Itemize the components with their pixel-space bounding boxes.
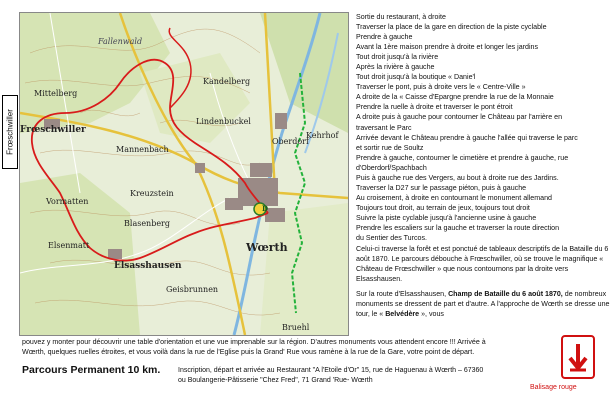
place-fallenwald: Fallenwald bbox=[98, 37, 143, 46]
place-kendelberg: Kandelberg bbox=[203, 77, 251, 86]
desc-text: », vous bbox=[419, 310, 444, 319]
place-bruehl: Bruehl bbox=[282, 323, 310, 332]
route-step: Après la rivière à gauche bbox=[356, 63, 435, 72]
town-elsasshausen: Elsasshausen bbox=[114, 261, 182, 271]
route-step: Prendre les escaliers sur la gauche et traverser la route direction bbox=[356, 223, 560, 232]
place-geisbrunnen: Geisbrunnen bbox=[166, 285, 219, 294]
info-line: ou Boulangerie-Pâtisserie "Chez Fred", 71 Grand 'Rue- Wœrth bbox=[178, 377, 373, 384]
side-label-froeschwiller bbox=[2, 95, 18, 169]
route-step: Sortie du restaurant, à droite bbox=[356, 13, 446, 21]
desc-text: Sur la route d'Elsasshausen, bbox=[356, 290, 449, 299]
route-step: d'Oberdorf/Spachbach bbox=[356, 163, 427, 172]
route-step: Tout droit jusqu'à la rivière bbox=[356, 53, 439, 62]
route-step: Suivre la piste cyclable jusqu'à l'ancienne usine à gauche bbox=[356, 213, 537, 222]
place-kehrhof: Kehrhof bbox=[306, 131, 339, 140]
side-label-text: Frœschwiller bbox=[5, 109, 15, 155]
place-vormatten: Vormatten bbox=[46, 197, 89, 206]
place-mannenbach: Mannenbach bbox=[116, 145, 169, 154]
route-step: Puis à gauche rue des Vergers, au bout à droite rue des Jardins. bbox=[356, 173, 559, 182]
continuation-line: pouvez y monter pour découvrir une table d'orientation et une vue imprenable sur la région. D'autres monuments vous attendent encore !!! Arrivée à bbox=[22, 338, 486, 346]
place-mittelberg: Mittelberg bbox=[34, 89, 78, 98]
place-blasenberg: Blasenberg bbox=[124, 219, 170, 228]
forest-area bbox=[260, 203, 348, 335]
place-elsenmatt: Elsenmatt bbox=[48, 241, 90, 250]
route-step: Prendre à gauche, contourner le cimetière et prendre à gauche, rue bbox=[356, 153, 569, 162]
route-step: Prendre la ruelle à droite et traverser le pont étroit bbox=[356, 103, 513, 112]
route-step: et sortir rue de Soultz bbox=[356, 143, 424, 152]
balisage-label: Balisage rouge bbox=[530, 384, 577, 391]
route-step: Tout droit jusqu'à la boutique « Danie'l bbox=[356, 73, 476, 82]
route-step: Traverser la D27 sur le passage piéton, puis à gauche bbox=[356, 183, 527, 192]
route-step: Toujours tout droit, au terrain de jeux, toujours tout droit bbox=[356, 203, 530, 212]
route-step: A droite de la « Caisse d'Epargne prendre la rue de la Monnaie bbox=[356, 93, 554, 102]
route-description bbox=[356, 244, 612, 324]
start-marker-letter: D bbox=[262, 204, 269, 213]
description-paragraph: Celui-ci traverse la forêt et est ponctué de tableaux descriptifs de la Bataille du 6 août 1870. Le parcours débouche à Frœschwiller, où se trouve le magnifique « Château de Frœschwiller » que nous contournons par la droite vers Elsasshausen. bbox=[356, 245, 609, 284]
town-woerth: Wœrth bbox=[246, 241, 288, 254]
route-step: Au croisement, à droite en contournant le monument allemand bbox=[356, 193, 552, 202]
route-step: Traverser le pont, puis à droite vers le « Centre-Ville » bbox=[356, 83, 526, 92]
continuation-line: Wœrth, quelques ruelles étroites, et vous voilà dans la rue de l'Eglise puis la Grand' Rue vous ramène à la rue de la Gare, votre point de départ. bbox=[22, 348, 475, 356]
info-line: Inscription, départ et arrivée au Restaurant "A l'Etoile d'Or" 15, rue de Haguenau à Wœrth – 67360 bbox=[178, 367, 484, 374]
route-step: Arrivée devant le Château prendre à gauche l'allée qui traverse le parc bbox=[356, 133, 578, 142]
route-map bbox=[19, 12, 349, 336]
desc-bold-battlefield: Champ de Bataille du 6 août 1870, bbox=[448, 290, 563, 299]
page-title: Parcours Permanent 10 km. bbox=[22, 364, 161, 376]
route-step: Prendre à gauche bbox=[356, 33, 413, 42]
place-lindenbuckel: Lindenbuckel bbox=[196, 117, 251, 126]
description-paragraph-battlefield bbox=[356, 289, 612, 319]
town-froeschwiller: Frœschwiller bbox=[20, 125, 86, 135]
place-oberdorf: Oberdorf bbox=[272, 137, 309, 146]
place-kreuzstein: Kreuzstein bbox=[130, 189, 174, 198]
registration-info bbox=[178, 366, 483, 386]
route-step: Avant la 1ère maison prendre à droite et longer les jardins bbox=[356, 43, 539, 52]
desc-text: de nombreux monuments se dressent de part et d'autre. A l'approche de Wœrth se dresse une tour, le « bbox=[356, 290, 610, 319]
route-step: traversant le Parc bbox=[356, 123, 412, 132]
route-step: du Sentier des Turcos. bbox=[356, 234, 427, 243]
route-step: Traverser la place de la gare en direction de la piste cyclable bbox=[356, 23, 547, 32]
route-step: A droite puis à gauche pour contourner le Château par l'arrière en bbox=[356, 113, 563, 122]
route-steps bbox=[356, 12, 612, 243]
red-trail-marker-icon bbox=[558, 334, 598, 380]
desc-bold-belvedere: Belvédère bbox=[385, 310, 420, 319]
description-continuation bbox=[22, 337, 616, 357]
